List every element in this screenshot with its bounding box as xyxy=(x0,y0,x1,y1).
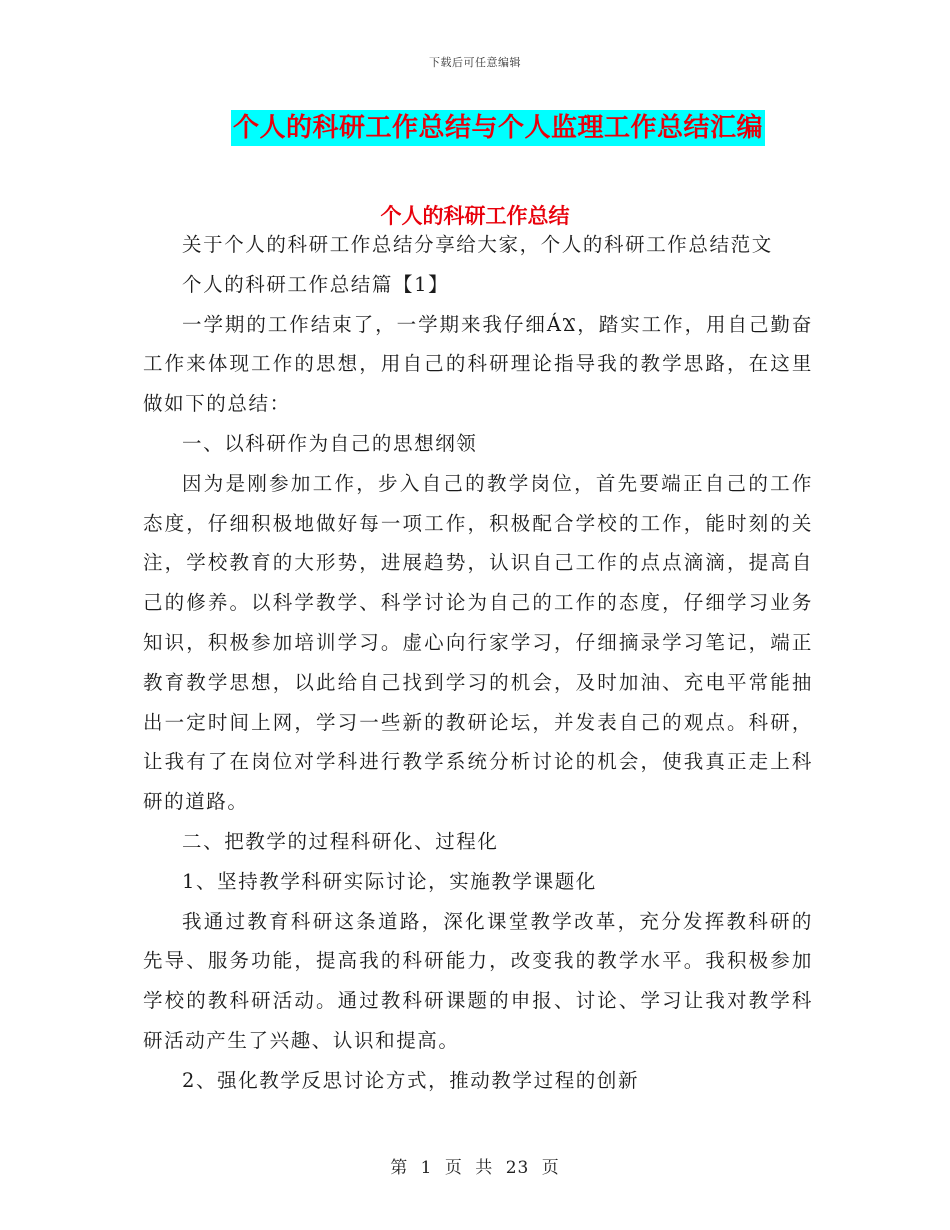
paragraph-subheading-1: 1、坚持教学科研实际讨论，实施教学课题化 xyxy=(182,869,597,893)
page-footer: 第 1 页 共 23 页 xyxy=(390,1158,560,1178)
main-title: 个人的科研工作总结与个人监理工作总结汇编 xyxy=(231,110,765,146)
paragraph-body-1: 因为是刚参加工作，步入自己的教学岗位，首先要端正自己的工作态度，仔细积极地做好每一项工作，积极配合学校的工作，能时刻的关注，学校教育的大形势，进展趋势，认识自己工作的点点滴滴，提高自己的修养。以科学教学、科学讨论为自己的工作的态度，仔细学习业务知识，积极参加培训学习。虚心向行家学习，仔细摘录学习笔记，端正教育教学思想，以此给自己找到学习的机会，及时加油、充电平常能抽出一定时间上网，学习一些新的教研论坛，并发表自己的观点。科研，让我有了在岗位对学科进行教学系统分析讨论的机会，使我真正走上科研的道路。 xyxy=(143,471,813,814)
paragraph-heading-1: 一、以科研作为自己的思想纲领 xyxy=(182,431,478,455)
paragraph-intro: 关于个人的科研工作总结分享给大家，个人的科研工作总结范文 xyxy=(182,233,773,256)
section-title: 个人的科研工作总结 xyxy=(380,203,570,228)
document-body xyxy=(143,225,813,1101)
paragraph-body-2: 我通过教育科研这条道路，深化课堂教学改革，充分发挥教科研的先导、服务功能，提高我的科研能力，改变我的教学水平。我积极参加学校的教科研活动。通过教科研课题的申报、讨论、学习让我对教学科研活动产生了兴趣、认识和提高。 xyxy=(143,909,813,1052)
paragraph-chapter-heading: 个人的科研工作总结篇【1】 xyxy=(182,272,450,296)
paragraph-heading-2: 二、把教学的过程科研化、过程化 xyxy=(182,829,499,853)
paragraph-subheading-2: 2、强化教学反思讨论方式，推动教学过程的创新 xyxy=(182,1068,640,1092)
header-note: 下载后可任意编辑 xyxy=(429,56,521,69)
paragraph-opening: 一学期的工作结束了，一学期来我仔细ÁϪ，踏实工作，用自己勤奋工作来体现工作的思想，用自己的科研理论指导我的教学思路，在这里做如下的总结： xyxy=(143,312,813,416)
main-title-wrap xyxy=(0,110,950,146)
